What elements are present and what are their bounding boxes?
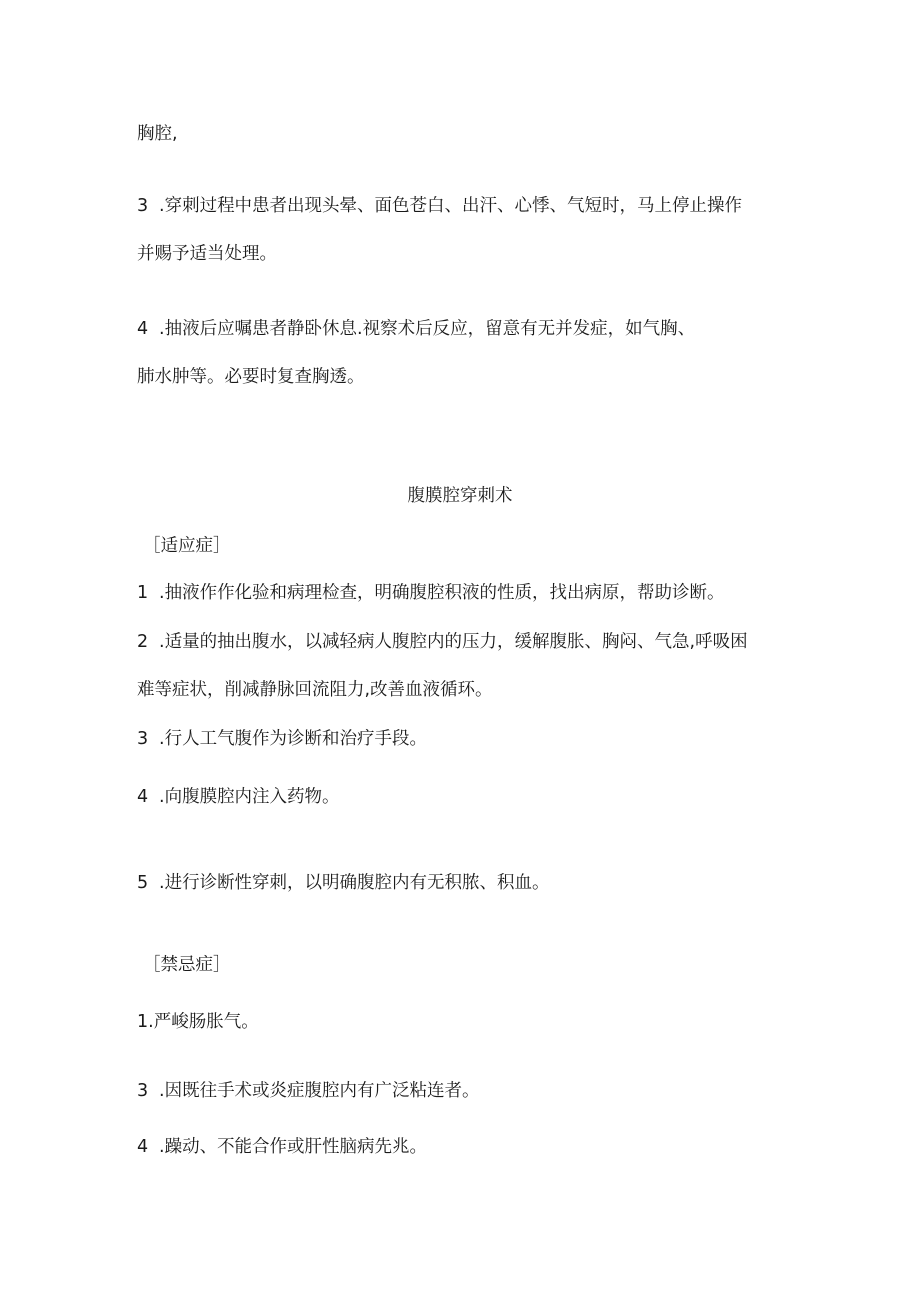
- item-number: 4: [137, 1137, 149, 1157]
- continuation-text: 胸腔,: [137, 124, 178, 144]
- list-item: [137, 785, 340, 809]
- item-number: 2: [137, 632, 149, 652]
- item-number: 1: [137, 583, 149, 603]
- item-text: .躁动、不能合作或肝性脑病先兆。: [159, 1137, 428, 1157]
- item-continuation: 难等症状，削减静脉回流阻力,改善血液循环。: [137, 680, 493, 700]
- item-text: .行人工气腹作为诊断和治疗手段。: [159, 729, 428, 749]
- item-continuation: 并赐予适当处理。: [137, 244, 277, 264]
- item-text: 1.严峻肠胀气。: [137, 1012, 259, 1032]
- item-text: .适量的抽出腹水，以减轻病人腹腔内的压力，缓解腹胀、胸闷、气急,呼吸困: [159, 632, 748, 652]
- list-item: [137, 871, 550, 895]
- section-title: 腹膜腔穿刺术: [407, 486, 513, 506]
- list-item: [137, 194, 742, 218]
- list-item: [137, 727, 427, 751]
- list-item: [137, 317, 695, 341]
- item-continuation: 肺水肿等。必要时复查胸透。: [137, 367, 365, 387]
- list-item: [137, 1079, 480, 1103]
- item-text: .进行诊断性穿刺，以明确腹腔内有无积脓、积血。: [159, 873, 550, 893]
- contraindications-heading: ［禁忌症］: [143, 955, 231, 975]
- list-item: [137, 1010, 259, 1034]
- item-text: .向腹膜腔内注入药物。: [159, 787, 340, 807]
- item-text: .抽液后应嘱患者静卧休息.视察术后反应，留意有无并发症，如气胸、: [159, 319, 696, 339]
- item-number: 3: [137, 1081, 149, 1101]
- item-text: .抽液作作化验和病理检查，明确腹腔积液的性质，找出病原，帮助诊断。: [159, 583, 725, 603]
- indications-heading: ［适应症］: [143, 536, 231, 556]
- item-number: 5: [137, 873, 149, 893]
- item-number: 4: [137, 319, 149, 339]
- item-number: 4: [137, 787, 149, 807]
- item-text: .穿刺过程中患者出现头晕、面色苍白、出汗、心悸、气短时，马上停止操作: [159, 196, 743, 216]
- list-item: [137, 630, 748, 654]
- item-text: .因既往手术或炎症腹腔内有广泛粘连者。: [159, 1081, 480, 1101]
- list-item: [137, 581, 725, 605]
- list-item: [137, 1135, 427, 1159]
- item-number: 3: [137, 196, 149, 216]
- item-number: 3: [137, 729, 149, 749]
